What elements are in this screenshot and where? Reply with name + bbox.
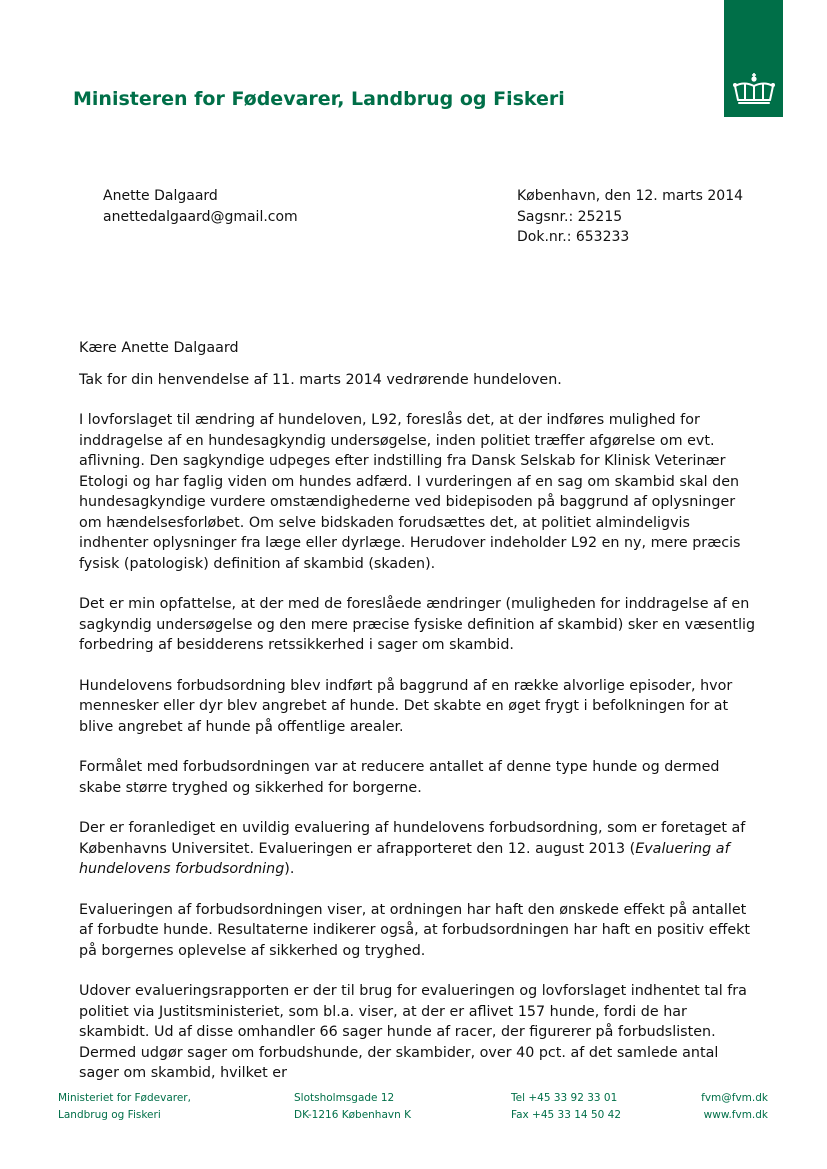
recipient-email: anettedalgaard@gmail.com bbox=[103, 208, 298, 225]
letter-meta bbox=[517, 186, 743, 248]
paragraph-8: Udover evalueringsrapporten er der til brug for evalueringen og lovforslaget indhentet tal fra politiet via Justitsministeriet, som bl.a. viser, at der er aflivet 157 hunde, fordi de har skambidt. Ud af disse omhandler 66 sager hunde af racer, der figurerer på forbudslisten. Dermed udgør sager om forbudshunde, der skambider, over 40 pct. af det samlede antal sager om skambid, hvilket er bbox=[79, 983, 747, 1081]
case-number: Sagsnr.: 25215 bbox=[517, 208, 623, 225]
paragraph-2: I lovforslaget til ændring af hundeloven, L92, foreslås det, at der indføres mulighed for inddragelse af en hundesagkyndig undersøgelse, inden politiet træffer afgørelse om evt. aflivning. Den sagkyndige udpeges efter indstilling fra Dansk Selskab for Klinisk Veterinær Etologi og har faglig viden om hundes adfærd. I vurderingen af en sag om skambid skal den hundesagkyndige vurdere omstændighederne ved bidepisoden på baggrund af oplysninger om hændelsesforløbet. Om selve bidskaden forudsættes det, at politiet almindeligvis indhenter oplysninger fra læge eller dyrlæge. Herudover indeholder L92 en ny, mere præcis fysisk (patologisk) definition af skambid (skaden). bbox=[79, 412, 741, 572]
footer-org-line-1: Ministeriet for Fødevarer, bbox=[58, 1092, 191, 1104]
ministry-title: Ministeren for Fødevarer, Landbrug og Fiskeri bbox=[73, 88, 565, 110]
paragraph-6-end: ). bbox=[284, 861, 295, 877]
paragraph-3: Det er min opfattelse, at der med de foreslåede ændringer (muligheden for inddragelse af en sagkyndig undersøgelse og den mere præcise fysiske definition af skambid) sker en væsentlig forbedring af besidderens retssikkerhed i sager om skambid. bbox=[79, 596, 756, 653]
paragraph-7: Evalueringen af forbudsordningen viser, at ordningen har haft den ønskede effekt på antallet af forbudte hunde. Resultaterne indikerer også, at forbudsordningen har haft en positiv effekt på borgernes oplevelse af sikkerhed og tryghed. bbox=[79, 901, 751, 959]
place-date: København, den 12. marts 2014 bbox=[517, 188, 744, 204]
footer-phone bbox=[511, 1090, 621, 1123]
recipient-name: Anette Dalgaard bbox=[103, 188, 218, 204]
paragraph-5: Formålet med forbudsordningen var at reducere antallet af denne type hunde og dermed skabe større tryghed og sikkerhed for borgerne. bbox=[79, 759, 720, 796]
footer-organization bbox=[58, 1090, 191, 1123]
footer-street: Slotsholmsgade 12 bbox=[294, 1092, 395, 1104]
paragraph-4: Hundelovens forbudsordning blev indført på baggrund af en række alvorlige episoder, hvor mennesker eller dyr blev angrebet af hunde. Det skabte en øget frygt i befolkningen for at blive angrebet af hunde på offentlige arealer. bbox=[79, 677, 733, 735]
footer-city: DK-1216 København K bbox=[294, 1108, 411, 1121]
footer-org-line-2: Landbrug og Fiskeri bbox=[58, 1108, 161, 1121]
recipient-block bbox=[103, 186, 298, 227]
ministry-logo bbox=[724, 0, 783, 117]
footer-contact bbox=[701, 1090, 768, 1123]
report-title: Evaluering af hundelovens forbudsordning bbox=[79, 840, 730, 877]
footer-address bbox=[294, 1090, 411, 1123]
letter-footer bbox=[0, 1090, 827, 1130]
footer-fax: Fax +45 33 14 50 42 bbox=[511, 1108, 622, 1121]
letter-body bbox=[79, 338, 759, 1084]
paragraph-6-text: Der er foranlediget en uvildig evaluering af hundelovens forbudsordning, som er foretaget af Københavns Universitet. Evalueringen er afrapporteret den 12. august 2013 ( bbox=[79, 820, 746, 857]
crown-icon bbox=[730, 73, 778, 107]
greeting: Kære Anette Dalgaard bbox=[79, 340, 239, 356]
footer-web-link[interactable]: www.fvm.dk bbox=[703, 1108, 768, 1121]
paragraph-1: Tak for din henvendelse af 11. marts 2014 vedrørende hundeloven. bbox=[79, 371, 562, 388]
footer-email-link[interactable]: fvm@fvm.dk bbox=[701, 1092, 768, 1104]
document-number: Dok.nr.: 653233 bbox=[517, 229, 630, 245]
footer-tel: Tel +45 33 92 33 01 bbox=[511, 1092, 618, 1104]
paragraph-6 bbox=[79, 818, 759, 880]
